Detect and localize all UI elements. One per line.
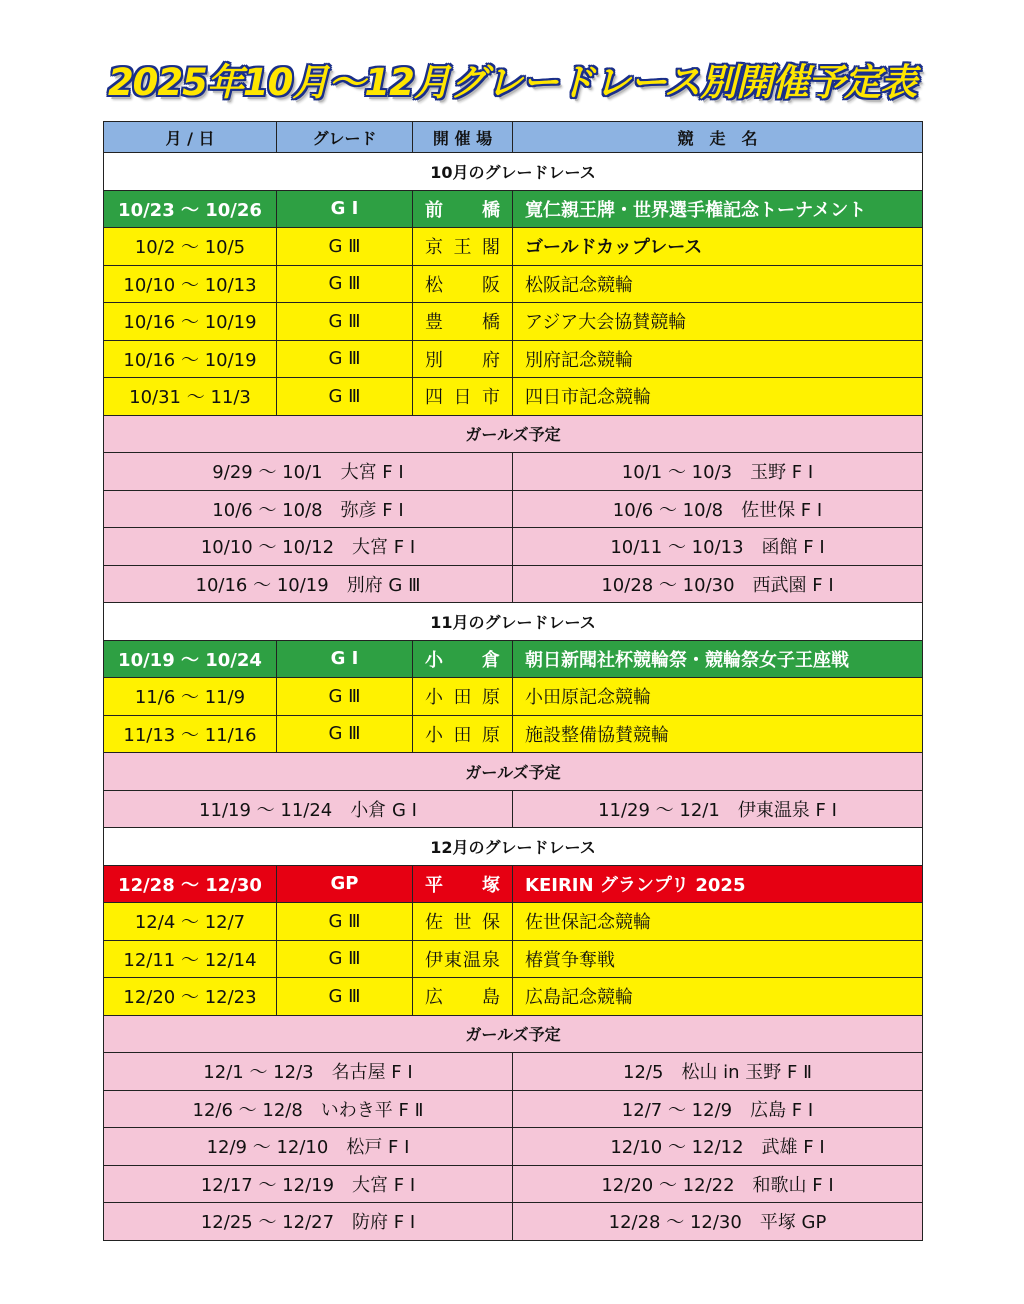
race-grade: G Ⅲ xyxy=(277,940,413,978)
header-name: 競 走 名 xyxy=(513,122,923,153)
section-title: 10月のグレードレース xyxy=(104,153,923,191)
race-venue: 佐世保 xyxy=(413,903,513,941)
race-venue: 小田原 xyxy=(413,678,513,716)
race-date: 11/6 ～ 11/9 xyxy=(104,678,277,716)
race-row xyxy=(104,865,923,903)
section-title: 12月のグレードレース xyxy=(104,828,923,866)
race-venue: 京王閣 xyxy=(413,228,513,266)
race-venue: 豊橋 xyxy=(413,303,513,341)
girls-row xyxy=(104,1128,923,1166)
race-grade: G Ⅲ xyxy=(277,903,413,941)
race-date: 10/10 ～ 10/13 xyxy=(104,265,277,303)
race-date: 11/13 ～ 11/16 xyxy=(104,715,277,753)
race-grade: G Ⅲ xyxy=(277,715,413,753)
girls-entry-left: 12/9 ～ 12/10 松戸 F Ⅰ xyxy=(104,1128,513,1166)
girls-row xyxy=(104,528,923,566)
section-row-november xyxy=(104,603,923,641)
girls-section-title: ガールズ予定 xyxy=(104,1015,923,1053)
race-date: 10/16 ～ 10/19 xyxy=(104,340,277,378)
race-venue: 伊東温泉 xyxy=(413,940,513,978)
race-row xyxy=(104,903,923,941)
race-name: 椿賞争奪戦 xyxy=(513,940,923,978)
race-row xyxy=(104,640,923,678)
girls-row xyxy=(104,490,923,528)
race-grade: G Ⅲ xyxy=(277,340,413,378)
schedule-table xyxy=(103,121,923,1241)
race-grade: G Ⅰ xyxy=(277,190,413,228)
girls-entry-left: 10/10 ～ 10/12 大宮 F Ⅰ xyxy=(104,528,513,566)
section-title: 11月のグレードレース xyxy=(104,603,923,641)
girls-entry-right: 10/1 ～ 10/3 玉野 F Ⅰ xyxy=(513,453,923,491)
girls-entry-left: 10/16 ～ 10/19 別府 G Ⅲ xyxy=(104,565,513,603)
race-row xyxy=(104,190,923,228)
race-row xyxy=(104,265,923,303)
race-row xyxy=(104,715,923,753)
race-grade: GP xyxy=(277,865,413,903)
girls-entry-left: 9/29 ～ 10/1 大宮 F Ⅰ xyxy=(104,453,513,491)
race-venue: 小倉 xyxy=(413,640,513,678)
race-date: 12/11 ～ 12/14 xyxy=(104,940,277,978)
race-name: 小田原記念競輪 xyxy=(513,678,923,716)
race-grade: G Ⅲ xyxy=(277,228,413,266)
race-name: 佐世保記念競輪 xyxy=(513,903,923,941)
race-venue: 小田原 xyxy=(413,715,513,753)
race-name: アジア大会協賛競輪 xyxy=(513,303,923,341)
race-date: 10/23 ～ 10/26 xyxy=(104,190,277,228)
race-name: 寛仁親王牌・世界選手権記念トーナメント xyxy=(513,190,923,228)
girls-entry-right: 12/10 ～ 12/12 武雄 F Ⅰ xyxy=(513,1128,923,1166)
race-date: 10/2 ～ 10/5 xyxy=(104,228,277,266)
race-name: 別府記念競輪 xyxy=(513,340,923,378)
race-date: 12/4 ～ 12/7 xyxy=(104,903,277,941)
header-grade: グレード xyxy=(277,122,413,153)
girls-entry-right: 12/28 ～ 12/30 平塚 GP xyxy=(513,1203,923,1241)
race-grade: G Ⅲ xyxy=(277,978,413,1016)
header-venue: 開 催 場 xyxy=(413,122,513,153)
race-name: 松阪記念競輪 xyxy=(513,265,923,303)
race-row xyxy=(104,978,923,1016)
girls-row xyxy=(104,1203,923,1241)
girls-entry-right: 10/11 ～ 10/13 函館 F Ⅰ xyxy=(513,528,923,566)
race-date: 10/16 ～ 10/19 xyxy=(104,303,277,341)
girls-section-row xyxy=(104,753,923,791)
girls-section-title: ガールズ予定 xyxy=(104,415,923,453)
girls-entry-right: 10/28 ～ 10/30 西武園 F Ⅰ xyxy=(513,565,923,603)
race-row xyxy=(104,678,923,716)
girls-row xyxy=(104,790,923,828)
section-row-december xyxy=(104,828,923,866)
race-date: 10/31 ～ 11/3 xyxy=(104,378,277,416)
race-row xyxy=(104,303,923,341)
race-venue: 松阪 xyxy=(413,265,513,303)
race-grade: G Ⅲ xyxy=(277,265,413,303)
girls-row xyxy=(104,1165,923,1203)
girls-entry-left: 12/25 ～ 12/27 防府 F Ⅰ xyxy=(104,1203,513,1241)
header-row xyxy=(104,122,923,153)
girls-entry-left: 11/19 ～ 11/24 小倉 G Ⅰ xyxy=(104,790,513,828)
race-venue: 前橋 xyxy=(413,190,513,228)
race-grade: G Ⅰ xyxy=(277,640,413,678)
girls-section-row xyxy=(104,415,923,453)
race-name: KEIRIN グランプリ 2025 xyxy=(513,865,923,903)
race-grade: G Ⅲ xyxy=(277,678,413,716)
girls-section-title: ガールズ予定 xyxy=(104,753,923,791)
girls-entry-right: 12/7 ～ 12/9 広島 F Ⅰ xyxy=(513,1090,923,1128)
race-name: 朝日新聞社杯競輪祭・競輪祭女子王座戦 xyxy=(513,640,923,678)
girls-entry-right: 11/29 ～ 12/1 伊東温泉 F Ⅰ xyxy=(513,790,923,828)
race-row xyxy=(104,228,923,266)
race-date: 12/20 ～ 12/23 xyxy=(104,978,277,1016)
girls-row xyxy=(104,1053,923,1091)
girls-entry-right: 12/20 ～ 12/22 和歌山 F Ⅰ xyxy=(513,1165,923,1203)
race-date: 10/19 ～ 10/24 xyxy=(104,640,277,678)
race-row xyxy=(104,340,923,378)
girls-row xyxy=(104,453,923,491)
race-venue: 平塚 xyxy=(413,865,513,903)
race-row xyxy=(104,940,923,978)
girls-row xyxy=(104,565,923,603)
girls-entry-left: 12/17 ～ 12/19 大宮 F Ⅰ xyxy=(104,1165,513,1203)
girls-entry-left: 12/6 ～ 12/8 いわき平 F Ⅱ xyxy=(104,1090,513,1128)
race-grade: G Ⅲ xyxy=(277,378,413,416)
girls-row xyxy=(104,1090,923,1128)
race-venue: 広島 xyxy=(413,978,513,1016)
girls-section-row xyxy=(104,1015,923,1053)
race-name: 四日市記念競輪 xyxy=(513,378,923,416)
race-name: 広島記念競輪 xyxy=(513,978,923,1016)
race-venue: 別府 xyxy=(413,340,513,378)
girls-entry-right: 12/5 松山 in 玉野 F Ⅱ xyxy=(513,1053,923,1091)
race-grade: G Ⅲ xyxy=(277,303,413,341)
header-date: 月 / 日 xyxy=(104,122,277,153)
girls-entry-left: 12/1 ～ 12/3 名古屋 F Ⅰ xyxy=(104,1053,513,1091)
section-row-october xyxy=(104,153,923,191)
race-name: 施設整備協賛競輪 xyxy=(513,715,923,753)
race-venue: 四日市 xyxy=(413,378,513,416)
girls-entry-left: 10/6 ～ 10/8 弥彦 F Ⅰ xyxy=(104,490,513,528)
page-title: 2025年10月～12月グレードレース別開催予定表 xyxy=(107,61,917,104)
girls-entry-right: 10/6 ～ 10/8 佐世保 F Ⅰ xyxy=(513,490,923,528)
race-name: ゴールドカップレース xyxy=(513,228,923,266)
race-row xyxy=(104,378,923,416)
race-date: 12/28 ～ 12/30 xyxy=(104,865,277,903)
